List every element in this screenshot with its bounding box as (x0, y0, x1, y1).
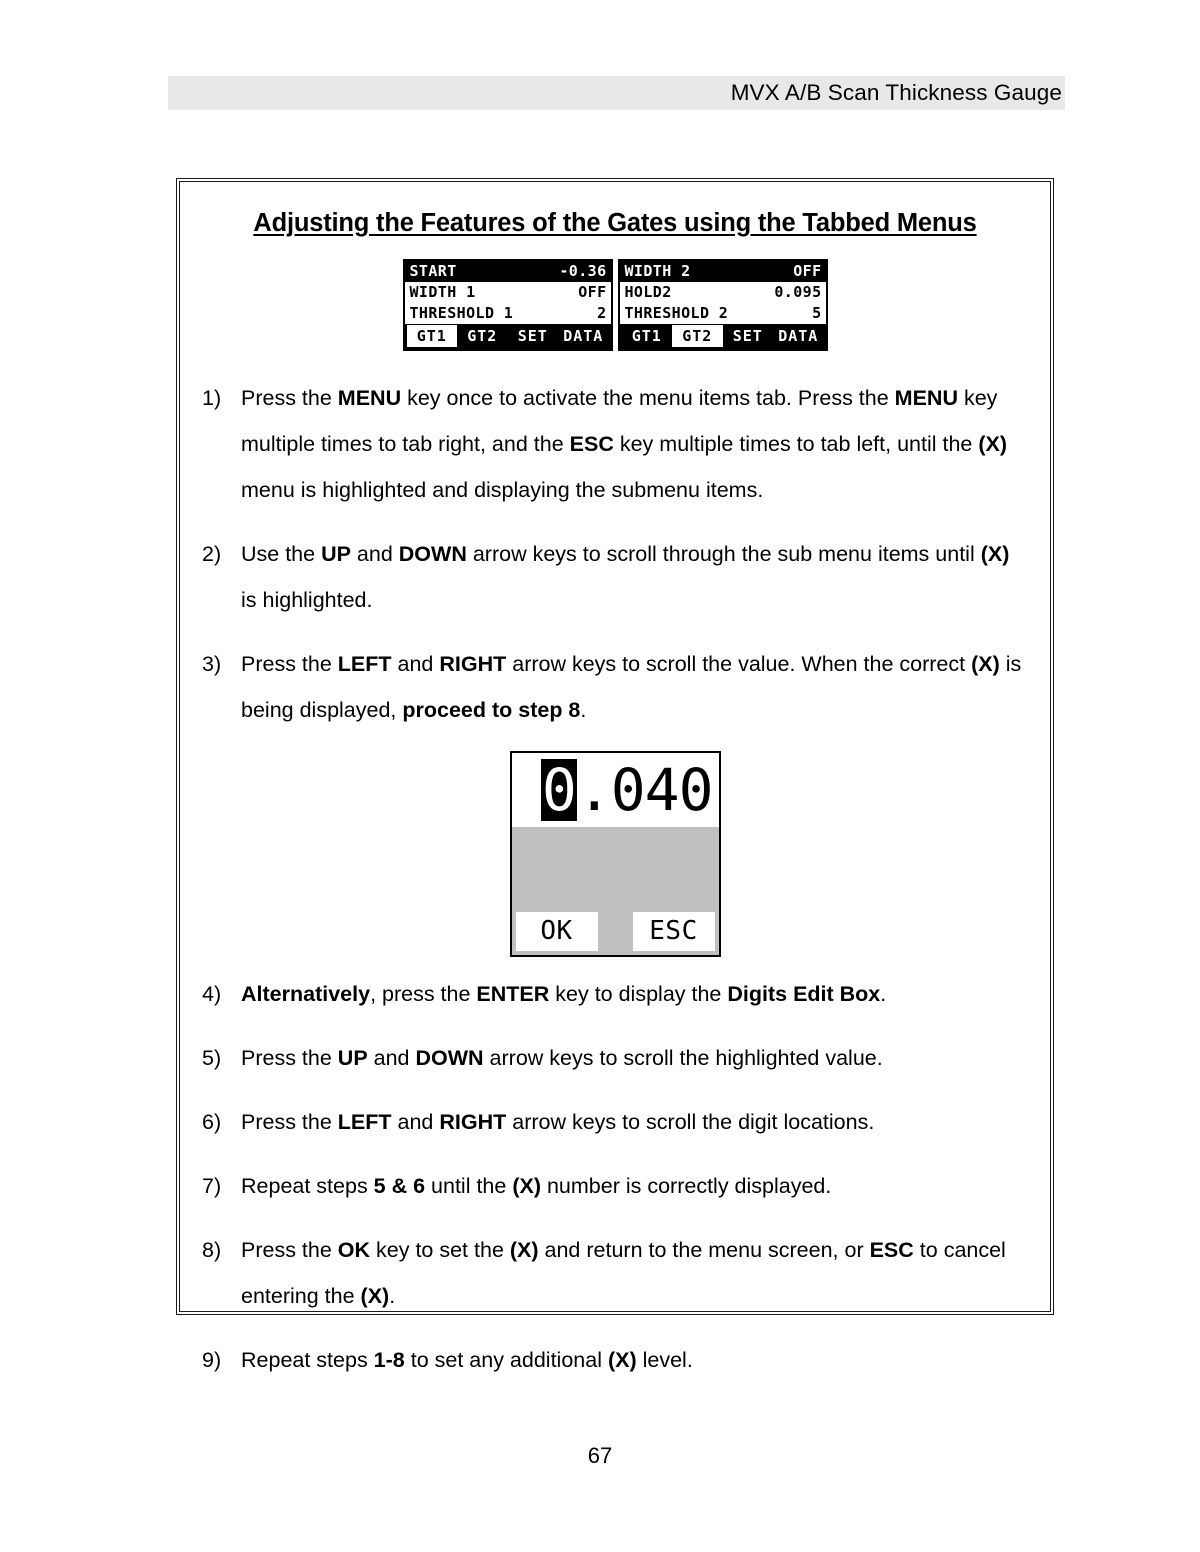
page-running-header (168, 76, 1065, 110)
header-title: MVX A/B Scan Thickness Gauge (730, 80, 1062, 105)
instruction-text-run: level. (636, 1348, 693, 1372)
instruction-step (180, 1337, 1050, 1383)
lcd-menu-row-label: HOLD2 (624, 283, 672, 301)
instruction-emphasis: (X) (971, 652, 1000, 676)
instruction-step-number: 7) (202, 1174, 222, 1198)
instruction-emphasis: (X) (980, 542, 1010, 566)
instruction-emphasis: RIGHT (439, 652, 507, 676)
instruction-text-run: key multiple times to tab right, and the (241, 386, 998, 456)
instruction-text-run: Press the (241, 1110, 338, 1134)
lcd-menu-row-label: WIDTH 2 (624, 262, 691, 280)
instruction-step (180, 1163, 1050, 1209)
lcd-menu-row-value: 2 (597, 304, 607, 322)
instruction-emphasis: (X) (360, 1284, 390, 1308)
instruction-step-number: 2) (202, 542, 222, 566)
instruction-text-run: key multiple times to tab left, until the (613, 432, 979, 456)
instruction-step (180, 971, 1050, 1017)
instruction-text-run: arrow keys to scroll the value. When the correct (506, 652, 972, 676)
instruction-text-run: arrow keys to scroll the digit locations. (506, 1110, 875, 1134)
instruction-text-run: and (391, 1110, 440, 1134)
instruction-text-run: until the (425, 1174, 513, 1198)
lcd-tab-gt2[interactable]: GT2 (467, 326, 498, 345)
instruction-text-run: Repeat steps (241, 1174, 374, 1198)
instruction-text-run: arrow keys to scroll through the sub menu items until (466, 542, 981, 566)
esc-button[interactable]: ESC (633, 912, 715, 951)
instruction-text-run: and (367, 1046, 416, 1070)
lcd-menu-row-label: WIDTH 1 (409, 283, 476, 301)
instruction-steps-bottom (180, 971, 1050, 1383)
lcd-menu-row-selected[interactable] (405, 261, 611, 282)
section-heading: Adjusting the Features of the Gates using the Tabbed Menus (253, 209, 977, 237)
instruction-step-number: 5) (202, 1046, 222, 1070)
digits-edit-box-figure (180, 751, 1050, 957)
instruction-text-run: , press the (370, 982, 477, 1006)
instruction-emphasis: MENU (337, 386, 402, 410)
lcd-menu-row-selected[interactable] (620, 261, 826, 282)
lcd-menu-row-value: OFF (578, 283, 607, 301)
lcd-menu-row[interactable] (405, 303, 611, 324)
instruction-text-run: to set any additional (404, 1348, 608, 1372)
instruction-step-text (241, 1174, 831, 1198)
instruction-step-text (241, 1348, 693, 1372)
instruction-emphasis: LEFT (337, 1110, 392, 1134)
instruction-text-run: Press the (241, 1046, 338, 1070)
digits-edit-box (510, 751, 721, 957)
instruction-text-run: Press the (241, 386, 338, 410)
instruction-emphasis: MENU (894, 386, 958, 410)
lcd-menu-row-value: 0.095 (774, 283, 822, 301)
instruction-step-number: 6) (202, 1110, 222, 1134)
instruction-step (180, 375, 1050, 513)
instruction-step (180, 641, 1050, 733)
instruction-emphasis: OK (337, 1238, 371, 1262)
lcd-tab-bar (405, 324, 611, 349)
instruction-emphasis: Alternatively (241, 982, 371, 1006)
instruction-emphasis: UP (337, 1046, 368, 1070)
lcd-menu-row-label: THRESHOLD 2 (624, 304, 729, 322)
lcd-tab-set[interactable]: SET (517, 326, 548, 345)
instruction-text-run: key to display the (549, 982, 728, 1006)
instruction-emphasis: Digits Edit Box (727, 982, 881, 1006)
digits-remaining-digits: .040 (576, 756, 713, 824)
instruction-step-text (241, 1110, 874, 1134)
instruction-text-run: key once to activate the menu items tab. Press the (401, 386, 895, 410)
instruction-text-run: Repeat steps (241, 1348, 374, 1372)
instruction-emphasis: UP (321, 542, 351, 566)
instruction-step (180, 1035, 1050, 1081)
instruction-text-run: is highlighted. (241, 588, 373, 612)
instruction-emphasis: (X) (512, 1174, 541, 1198)
lcd-menu-row-value: 5 (812, 304, 822, 322)
instruction-emphasis: RIGHT (439, 1110, 507, 1134)
lcd-menu-row[interactable] (620, 303, 826, 324)
instruction-text-run: key to set the (370, 1238, 510, 1262)
lcd-menu-row[interactable] (405, 282, 611, 303)
lcd-menu-row-label: START (409, 262, 457, 280)
instruction-emphasis: ESC (569, 432, 614, 456)
instruction-emphasis: 1-8 (373, 1348, 405, 1372)
digits-value (541, 756, 713, 824)
instruction-text-run: menu is highlighted and displaying the submenu items. (241, 478, 764, 502)
instruction-step-number: 3) (202, 652, 222, 676)
instruction-text-run: and return to the menu screen, or (538, 1238, 870, 1262)
instruction-step (180, 1227, 1050, 1319)
instruction-emphasis: (X) (978, 432, 1008, 456)
lcd-menu-row-value: -0.36 (559, 262, 607, 280)
lcd-menu-row-value: OFF (793, 262, 822, 280)
instruction-emphasis: (X) (509, 1238, 539, 1262)
lcd-tab-gt1[interactable]: GT1 (407, 325, 458, 347)
instruction-text-run: is being displayed, (241, 652, 1022, 722)
content-frame (176, 178, 1054, 1372)
instruction-step-number: 9) (202, 1348, 222, 1372)
instruction-text-run: Press the (241, 1238, 338, 1262)
instruction-text-run: to cancel entering the (241, 1238, 1006, 1308)
instruction-step-number: 1) (202, 386, 222, 410)
instruction-step-text (241, 982, 886, 1006)
instruction-steps-top (180, 375, 1050, 733)
instruction-text-run: and (391, 652, 440, 676)
lcd-tab-gt1[interactable]: GT1 (631, 326, 662, 345)
instruction-step-text (241, 1238, 1006, 1308)
instruction-emphasis: proceed to step 8 (402, 698, 581, 722)
instruction-emphasis: (X) (607, 1348, 637, 1372)
lcd-tab-set[interactable]: SET (732, 326, 763, 345)
instruction-step-number: 8) (202, 1238, 222, 1262)
instruction-step-text (241, 1046, 883, 1070)
instruction-text-run: arrow keys to scroll the highlighted value. (483, 1046, 883, 1070)
lcd-tab-gt2[interactable]: GT2 (672, 325, 723, 347)
digits-value-strip (512, 753, 719, 827)
instruction-text-run: number is correctly displayed. (540, 1174, 832, 1198)
instruction-emphasis: ESC (869, 1238, 914, 1262)
content-frame-inner (179, 181, 1051, 1372)
ok-button[interactable]: OK (516, 912, 598, 951)
instruction-step-text (241, 542, 1009, 612)
instruction-emphasis: LEFT (337, 652, 392, 676)
instruction-text-run: . (880, 982, 887, 1006)
instruction-emphasis: DOWN (415, 1046, 484, 1070)
instruction-emphasis: 5 & 6 (373, 1174, 426, 1198)
instruction-text-run: Use the (241, 542, 322, 566)
page-number: 67 (587, 1443, 613, 1468)
instruction-step-number: 4) (202, 982, 222, 1006)
instruction-emphasis: ENTER (476, 982, 550, 1006)
instruction-emphasis: DOWN (398, 542, 467, 566)
instruction-step (180, 1099, 1050, 1145)
instruction-step-text (241, 652, 1021, 722)
lcd-screenshot-row (180, 259, 1050, 351)
instruction-step (180, 531, 1050, 623)
lcd-tab-data[interactable]: DATA (563, 326, 604, 345)
instruction-step-text (241, 386, 1007, 502)
lcd-tab-data[interactable]: DATA (778, 326, 819, 345)
instruction-text-run: . (389, 1284, 396, 1308)
instruction-text-run: and (350, 542, 399, 566)
lcd-menu-row[interactable] (620, 282, 826, 303)
lcd-tab-bar (620, 324, 826, 349)
digits-highlighted-digit: 0 (541, 756, 576, 824)
digits-button-row (516, 912, 715, 951)
lcd-screen-gate-2-menu (618, 259, 828, 351)
instruction-text-run: . (580, 698, 587, 722)
instruction-text-run: Press the (241, 652, 338, 676)
lcd-screen-gate-1-menu (403, 259, 613, 351)
lcd-menu-row-label: THRESHOLD 1 (409, 304, 514, 322)
